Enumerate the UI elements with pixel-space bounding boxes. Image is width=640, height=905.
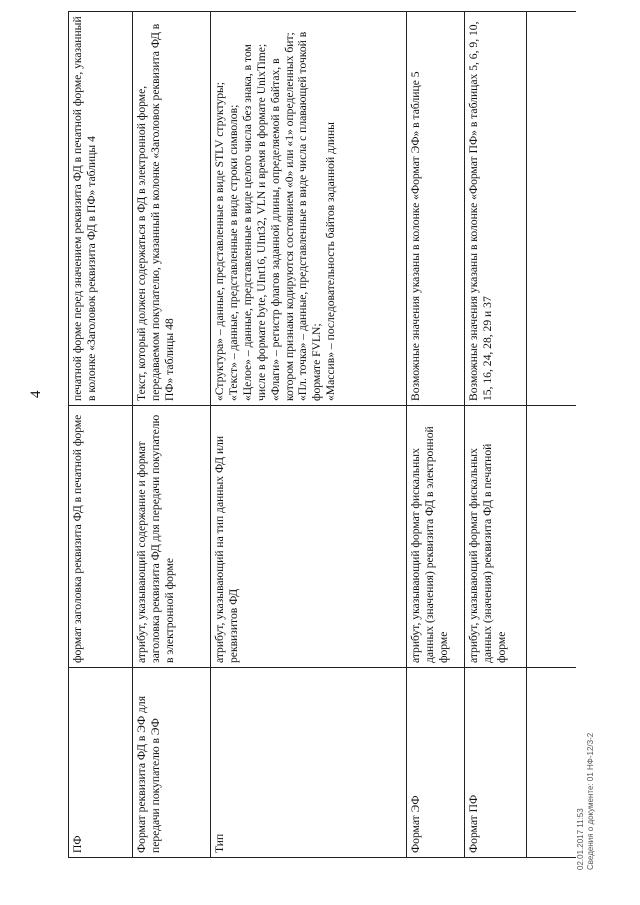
attribute-description-cell: атрибут, указывающий формат фискальных данных (значения) реквизита ФД в печатной форме xyxy=(465,406,527,668)
content-line: «Пл. точка» – данные, представленные в виде числа с плавающей точкой в формате FVLN; xyxy=(296,31,324,401)
attribute-content-cell xyxy=(407,12,465,406)
page-number: 4 xyxy=(28,390,44,398)
attribute-name-cell: Формат ЭФ xyxy=(407,668,465,858)
attribute-description-cell: атрибут, указывающий формат фискальных данных (значения) реквизита ФД в электронной форме xyxy=(407,406,465,668)
content-line: «Массив» – последовательность байтов заданной длины xyxy=(324,122,338,401)
stamp-line-2: Сведения о документе: 01 НФ-12/3-2 xyxy=(586,732,595,870)
spacer-cell xyxy=(527,668,577,858)
table-row xyxy=(407,12,465,858)
attribute-name-cell: Тип xyxy=(211,668,407,858)
attribute-name-cell: Формат реквизита ФД в ЭФ для передачи покупателю в ЭФ xyxy=(133,668,211,858)
content-line: Текст, который должен содержаться в ФД в электронной форме, передаваемом покупателю, указанный в колонке «Заголовок реквизита ФД в ПФ» таблицы 48 xyxy=(135,23,176,401)
content-line: печатной форме перед значением реквизита ФД в печатной форме, указанный в колонке «Заголовок реквизита ФД в ПФ» таблицы 4 xyxy=(71,16,98,401)
content-line: Возможные значения указаны в колонке «Формат ЭФ» в таблице 5 xyxy=(409,71,422,401)
content-line: «Текст» – данные, представленные в виде строки символов; xyxy=(226,104,240,401)
table-row xyxy=(69,12,133,858)
rotated-table-container xyxy=(68,12,576,858)
table-row xyxy=(211,12,407,858)
content-line: «Флаги» – регистр флагов заданной длины, определяемой в байтах, в котором признаки кодируются состоянием «0» или «1» определенных бит; xyxy=(268,32,296,401)
attribute-description-cell: атрибут, указывающий содержание и формат заголовка реквизита ФД для передачи покупателю в электронной форме xyxy=(133,406,211,668)
table-row xyxy=(133,12,211,858)
spacer-cell xyxy=(527,406,577,668)
content-line: «Целое» – данные, представленные в виде целого числа без знака, в том числе в формате byte, UInt16, UInt32, VLN и время в формате UnixTime; xyxy=(240,43,268,401)
stamp-line-1: 02.01.2017 11:53 xyxy=(576,808,585,870)
scan-stamp xyxy=(576,540,596,870)
attribute-content-cell xyxy=(69,12,133,406)
attribute-name-cell: Формат ПФ xyxy=(465,668,527,858)
table-spacer-row xyxy=(527,12,577,858)
table-row xyxy=(465,12,527,858)
attributes-table xyxy=(68,11,576,858)
content-line: «Структура» – данные, представленные в виде STLV структуры; xyxy=(213,81,226,401)
spacer-cell xyxy=(527,12,577,406)
attribute-content-cell xyxy=(133,12,211,406)
attribute-content-cell xyxy=(465,12,527,406)
attribute-description-cell: атрибут, указывающий на тип данных ФД или реквизитов ФД xyxy=(211,406,407,668)
attribute-description-cell: формат заголовка реквизита ФД в печатной форме xyxy=(69,406,133,668)
attribute-name-cell: ПФ xyxy=(69,668,133,858)
content-line: Возможные значения указаны в колонке «Формат ПФ» в таблицах 5, 6, 9, 10, 15, 16, 24, 28, 29 и 37 xyxy=(467,21,494,401)
attribute-content-cell xyxy=(211,12,407,406)
